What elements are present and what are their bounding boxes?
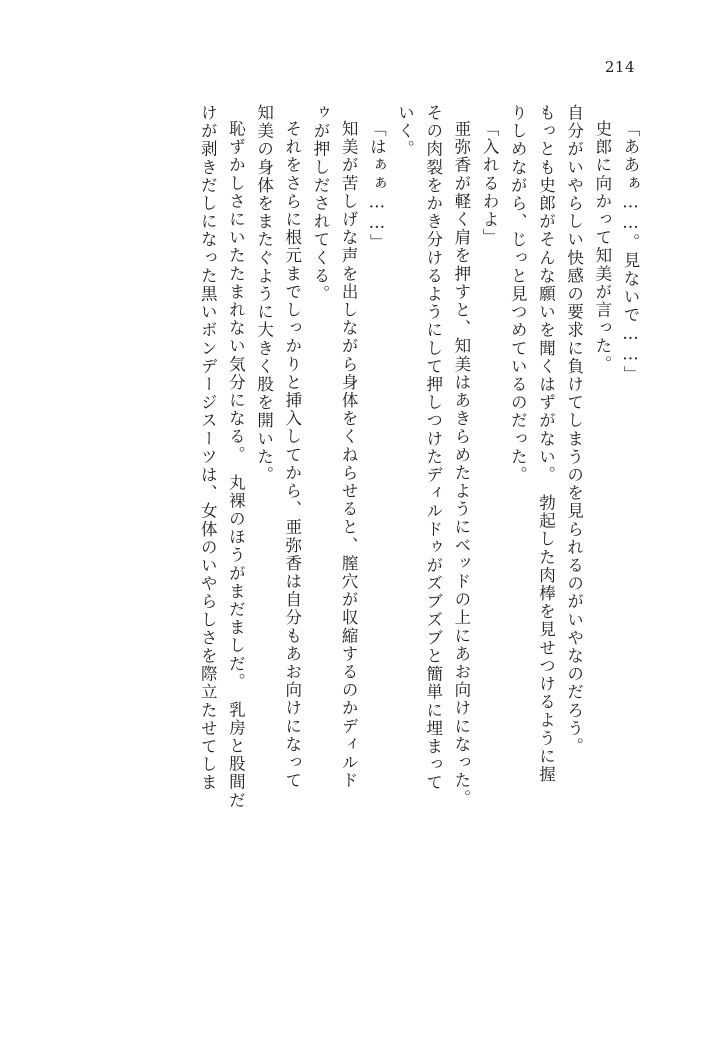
text-line: 亜弥香が軽く肩を押すと、知美はあきらめたようにベッドの上にあお向けになった。 <box>451 120 471 808</box>
text-line: 自分がいやらしい快感の要求に負けてしまうのを見られるのがいやなのだろう。 <box>564 104 584 756</box>
text-line: いく。 <box>395 104 415 159</box>
text-line: ゥが押しだされてくる。 <box>310 104 330 304</box>
text-line: もっとも史郎がそんな願いを聞くはずがない。 勃起した肉棒を見せつけるように握 <box>536 104 556 784</box>
text-line: その肉裂をかき分けるようにして押しつけたディルドゥがズブズブと簡単に埋まって <box>423 104 443 792</box>
text-line: 「ああぁ……。見ないで……」 <box>621 120 640 384</box>
text-line: 「はぁぁ……」 <box>367 120 387 252</box>
vertical-text-body <box>72 104 638 970</box>
text-line: 知美の身体をまたぐように大きく股を開いた。 <box>254 104 274 485</box>
page-number: 214 <box>604 58 635 76</box>
text-line: 史郎に向かって知美が言った。 <box>592 120 612 374</box>
text-line: 「入れるわよ」 <box>480 120 500 247</box>
text-line: けが剥きだしになった黒いボンデージスーツは、女体のいやらしさを際立たせてしま <box>198 104 218 792</box>
text-line: 恥ずかしさにいたたまれない気分になる。 丸裸のほうがまだましだ。 乳房と股間だ <box>226 120 246 810</box>
text-line: 知美が苦しげな声を出しながら身体をくねらせると、膣穴が収縮するのかディルド <box>339 120 359 790</box>
text-line: りしめながら、じっと見つめているのだった。 <box>508 104 528 485</box>
text-line: それをさらに根元までしっかりと挿入してから、亜弥香は自分もあお向けになって <box>282 120 302 790</box>
